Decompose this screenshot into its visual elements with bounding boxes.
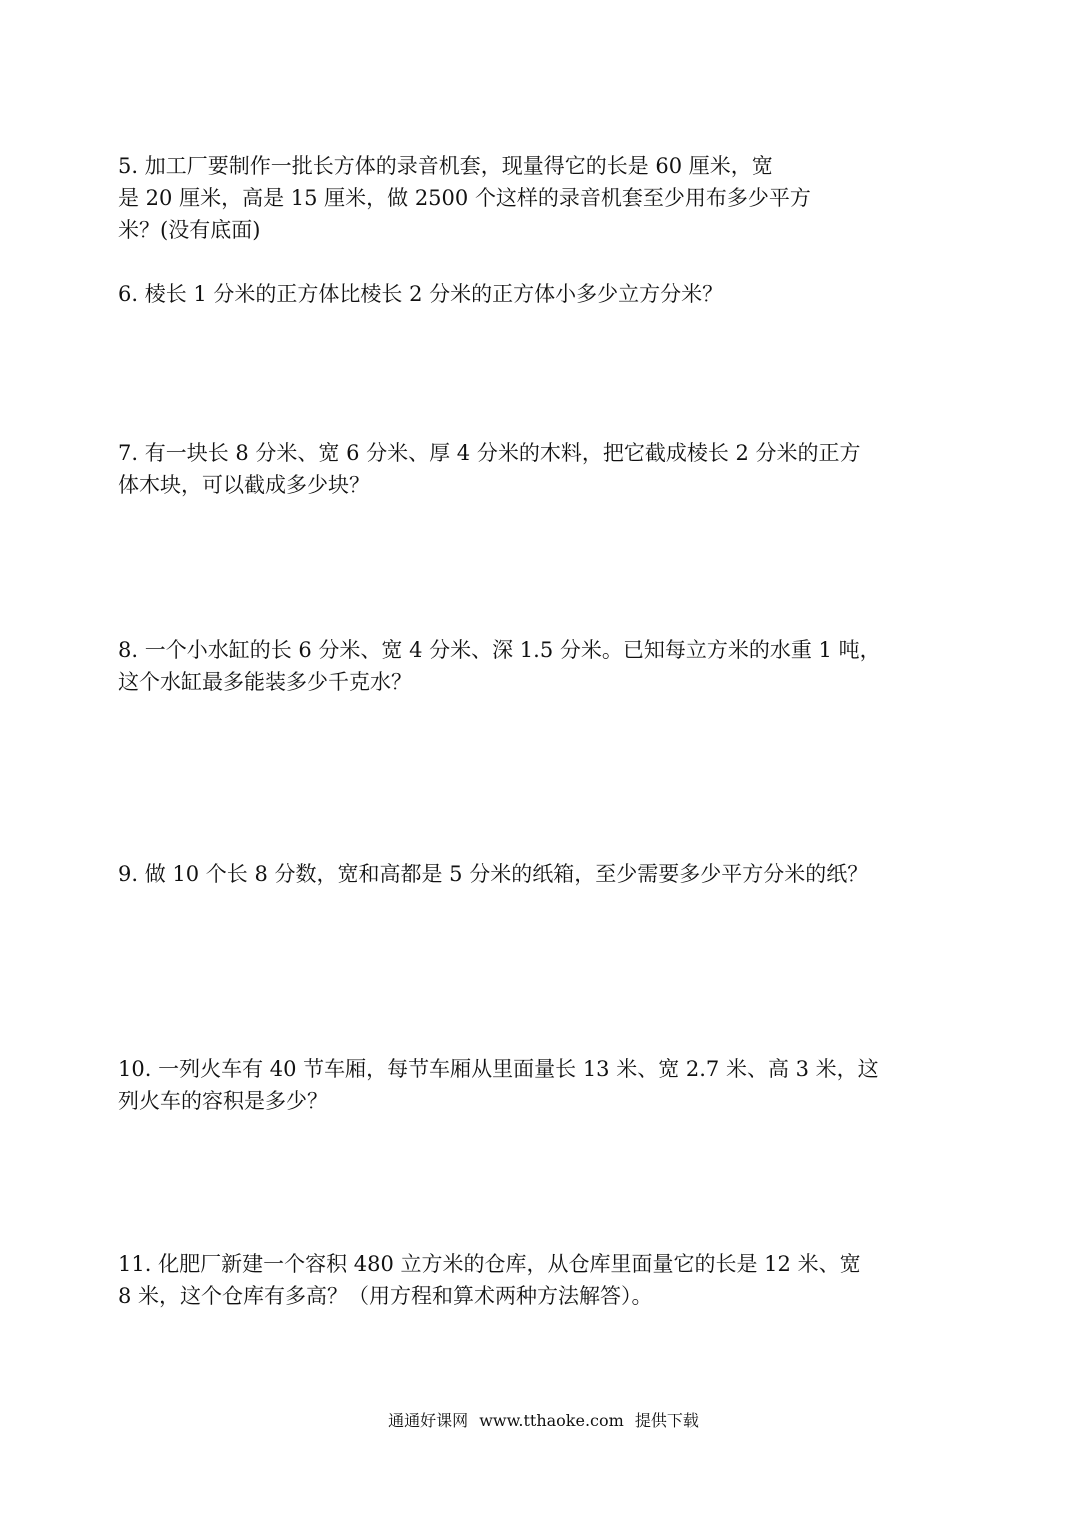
question-10 <box>118 1053 978 1117</box>
page-footer <box>0 1409 1087 1433</box>
question-9-line-1: 9. 做 10 个长 8 分数，宽和高都是 5 分米的纸箱，至少需要多少平方分米的纸？ <box>118 862 869 886</box>
footer-url-link[interactable]: www.tthaoke.com <box>479 1411 624 1430</box>
question-10-line-2: 列火车的容积是多少？ <box>118 1089 328 1113</box>
question-8 <box>118 634 978 698</box>
question-6-line-1: 6. 棱长 1 分米的正方体比棱长 2 分米的正方体小多少立方分米？ <box>118 282 724 306</box>
question-10-line-1: 10. 一列火车有 40 节车厢，每节车厢从里面量长 13 米、宽 2.7 米、高 3 米，这 <box>118 1057 879 1081</box>
question-5-line-3: 米？(没有底面) <box>118 218 261 242</box>
question-7 <box>118 437 978 501</box>
question-5 <box>118 150 978 246</box>
question-7-line-1: 7. 有一块长 8 分米、宽 6 分米、厚 4 分米的木料，把它截成棱长 2 分米的正方 <box>118 441 861 465</box>
question-9 <box>118 858 978 890</box>
question-5-line-2: 是 20 厘米，高是 15 厘米，做 2500 个这样的录音机套至少用布多少平方 <box>118 186 811 210</box>
question-8-line-1: 8. 一个小水缸的长 6 分米、宽 4 分米、深 1.5 分米。已知每立方米的水重 1 吨， <box>118 638 881 662</box>
question-8-line-2: 这个水缸最多能装多少千克水？ <box>118 670 412 694</box>
question-11 <box>118 1248 978 1312</box>
question-11-line-2: 8 米，这个仓库有多高？（用方程和算术两种方法解答）。 <box>118 1284 653 1308</box>
footer-site-name: 通通好课网 <box>388 1411 469 1430</box>
question-5-line-1: 5. 加工厂要制作一批长方体的录音机套，现量得它的长是 60 厘米，宽 <box>118 154 773 178</box>
question-7-line-2: 体木块，可以截成多少块？ <box>118 473 370 497</box>
question-11-line-1: 11. 化肥厂新建一个容积 480 立方米的仓库，从仓库里面量它的长是 12 米、宽 <box>118 1252 861 1276</box>
footer-suffix: 提供下载 <box>634 1411 699 1430</box>
question-6 <box>118 278 978 310</box>
